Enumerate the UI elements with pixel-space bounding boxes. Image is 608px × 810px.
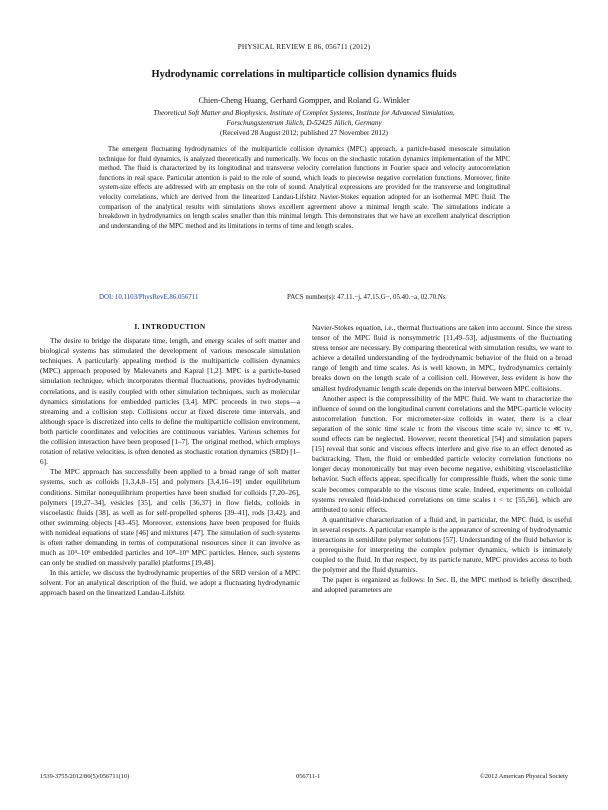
paper-title: Hydrodynamic correlations in multiparticle collision dynamics fluids [151, 69, 457, 80]
paragraph: The desire to bridge the disparate time, length, and energy scales of soft matter and biological systems has stimulated the development of various mesoscale simulation techniques. A particularly appealing method is the multiparticle collision dynamics (MPC) approach proposed by Malevanets and Kapral [1,2]. MPC is a particle-based simulation technique, which incorporates thermal fluctuations, provides hydrodynamic correlations, and is easily coupled with other simulation techniques, such as molecular dynamics simulations for embedded particles [3,4]. MPC proceeds in two steps—a streaming and a collision step. Collisions occur at fixed discrete time intervals, and although space is discretized into cells to define the multiparticle collision environment, both particle coordinates and velocities are continuous variables. Various schemes for the collision interaction have been proposed [1–7]. The original method, which employs rotation of relative velocities, is often denoted as stochastic rotation dynamics (SRD) [1–6]. [40, 336, 300, 467]
affiliation [70, 109, 538, 128]
paragraph: A quantitative characterization of a fluid and, in particular, the MPC fluid, is useful in several respects. A particular example is the appearance of screening of hydrodynamic interactions in semidilute polymer solutions [57]. Understanding of the fluid behavior is a prerequisite for interpreting the complex polymer dynamics, which is intimately coupled to the fluid. In that respect, by its particle nature, MPC provides access to both the polymer and the fluid dynamics. [312, 514, 572, 575]
paragraph: Navier-Stokes equation, i.e., thermal fluctuations are taken into account. Since the stress tensor of the MPC fluid is nonsymmetric [11,49–53], adjustments of the fluctuating stress tensor are necessary. By comparing theoretical with simulation results, we want to achieve a detailed understanding of the hydrodynamic behavior of the fluid on a broad range of length and time scales. As is well known, in MPC, hydrodynamics certainly breaks down on the length scale of a collision cell. However, less evident is how the smallest hydrodynamic length scale depends on the interval between MPC collisions. [312, 323, 572, 393]
journal-header: PHYSICAL REVIEW E 86, 056711 (2012) [237, 43, 371, 51]
section-heading: I. INTRODUCTION [134, 322, 206, 331]
left-column [40, 322, 300, 599]
abstract: The emergent fluctuating hydrodynamics of the multiparticle collision dynamics (MPC) approach, a particle-based mesoscale simulation technique for fluid dynamics, is analyzed theoretically and numerically. We focus on the stochastic rotation dynamics implementation of the MPC method. The fluid is characterized by its longitudinal and transverse velocity correlation functions in Fourier space and velocity autocorrelation functions in real space. Particular attention is paid to the role of sound, which leads to piecewise negative correlation functions. Moreover, finite system-size effects are addressed with an emphasis on the role of sound. Analytical expressions are provided for the transverse and longitudinal velocity correlations, which are derived from the linearized Landau-Lifshitz Navier-Stokes equation adopted for an isothermal MPC fluid. The comparison of the analytical results with simulations shows excellent agreement above a minimal length scale. The simulations indicate a breakdown in hydrodynamics on length scales smaller than this minimal length. This demonstrates that we have an excellent analytical description and understanding of the MPC method and its limitations in terms of time and length scales. [99, 146, 510, 230]
affiliation-line-1: Theoretical Soft Matter and Biophysics, Institute of Complex Systems, Institute for Advanced Simulation, [153, 109, 455, 117]
paragraph: In this article, we discuss the hydrodynamic properties of the SRD version of a MPC solvent. For an analytical description of the fluid, we adopt a fluctuating hydrodynamic approach based on the linearized Landau-Lifshitz [40, 568, 300, 598]
pacs-numbers: PACS number(s): 47.11.−j, 47.15.G−, 05.40.−a, 02.70.Ns [287, 294, 446, 301]
affiliation-line-2: Forschungszentrum Jülich, D-52425 Jülich, Germany [226, 118, 382, 127]
paragraph: The MPC approach has successfully been applied to a broad range of soft matter systems, such as colloids [1,3,4,8–15] and polymers [3,4,16–19] under equilibrium conditions. Similar nonequilibrium properties have been studied for colloids [7,20–26], polymers [19,27–34], vesicles [35], and cells [36,37] in flow fields, colloids in viscoelastic fluids [38], as well as for self-propelled spheres [39–41], rods [3,42], and other swimming objects [43–45]. Moreover, extensions have been proposed for fluids with nonideal equations of state [46] and mixtures [47]. The simulation of such systems is often rather demanding in terms of computational resources since it can involve as much as 10⁴–10⁶ embedded particles and 10⁸–10⁹ MPC particles. Hence, such systems can only be studied on massively parallel platforms [19,48]. [40, 467, 300, 568]
right-column [312, 323, 572, 596]
footer-copyright: ©2012 American Physical Society [479, 773, 568, 780]
paragraph: The paper is organized as follows: In Sec. II, the MPC method is briefly described, and adopted parameters are [312, 575, 572, 595]
doi-link[interactable]: DOI: 10.1103/PhysRevE.86.056711 [99, 294, 199, 301]
received-date: (Received 28 August 2012; published 27 November 2012) [220, 129, 388, 137]
paragraph: Another aspect is the compressibility of the MPC fluid. We want to characterize the influence of sound on the longitudinal current correlations and the MPC-particle velocity autocorrelation function. For micrometer-size colloids in water, there is a clear separation of the sonic time scale τc from the viscous time scale τν; since τc ≪ τν, sound effects can be neglected. However, recent theoretical [54] and simulation papers [15] reveal that sonic and viscous effects interfere and give rise to an effect denoted as backtracking. Then, the fluid or embedded particle velocity correlation functions no longer decay monotonically but may even become negative, exhibiting viscoelasticlike behavior. Such effects appear, specifically for compressible fluids, when the sonic time scale becomes comparable to the viscous time scale. Indeed, experiments on colloidal systems revealed fluid-induced correlations on time scales t < τc [55,56], which are attributed to sonic effects. [312, 393, 572, 514]
footer-page-number: 056711-1 [296, 773, 321, 780]
author-list: Chien-Cheng Huang, Gerhard Gompper, and Roland G. Winkler [198, 96, 410, 105]
footer-issn: 1539-3755/2012/86(5)/056711(10) [40, 773, 130, 780]
